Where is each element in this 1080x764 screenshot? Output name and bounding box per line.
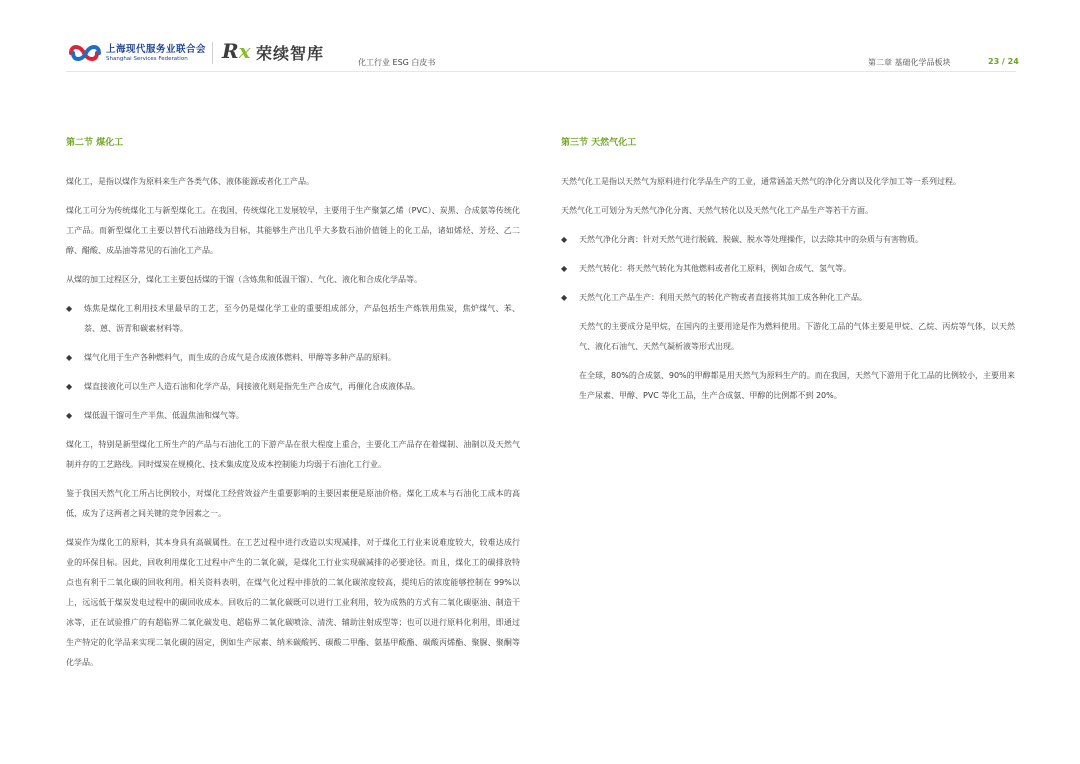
diamond-bullet-icon: ◆ — [66, 382, 73, 391]
diamond-bullet-icon: ◆ — [561, 293, 568, 302]
paragraph: 从煤的加工过程区分，煤化工主要包括煤的干馏（含炼焦和低温干馏）、气化、液化和合成化学品等。 — [66, 275, 422, 284]
section-title-natural-gas-chemical: 第三节 天然气化工 — [561, 138, 637, 148]
diamond-bullet-icon: ◆ — [561, 235, 568, 244]
bullet-item — [66, 348, 520, 368]
paragraph: 煤化工可分为传统煤化工与新型煤化工。在我国，传统煤化工发展较早，主要用于生产聚氯乙烯（PVC）、炭黑、合成氨等传统化工产品。而新型煤化工主要以替代石油路线为目标，其能够生产出几乎大多数石油价值链上的化工品，诸如烯烃、芳烃、乙二醇、醋酸、成品油等常见的石油化工产品。 — [66, 206, 520, 255]
paragraph: 煤炭作为煤化工的原料，其本身具有高碳属性。在工艺过程中进行改造以实现减排，对于煤化工行业来说难度较大，较难达成行业的环保目标。因此，回收利用煤化工过程中产生的二氧化碳，是煤化工行业实现碳减排的必要途径。而且，煤化工的碳排放特点也有利于二氧化碳的回收利用。相关资料表明，在煤气化过程中排放的二氧化碳浓度较高，提纯后的浓度能够控制在 99%以上，远远低于煤炭发电过程中的碳回收成本。回收后的二氧化碳既可以进行工业利用，较为成熟的方式有二氧化碳驱油、制造干冰等，正在试验推广的有超临界二氧化碳发电、超临界二氧化碳喷涂、清洗、辅助注射成型等；也可以进行原料化利用，即通过生产特定的化学品来实现二氧化碳的固定，例如生产尿素、纳米碳酸钙、碳酸二甲酯、氨基甲酸酯、碳酸丙烯酯、聚脲、聚酮等化学品。 — [66, 538, 520, 667]
left-column — [66, 136, 520, 682]
paragraph: 天然气的主要成分是甲烷，在国内的主要用途是作为燃料使用。下游化工品的气体主要是甲烷、乙烷、丙烷等气体，以天然气、液化石油气、天然气凝析液等形式出现。 — [579, 322, 1015, 351]
federation-name-cn: 上海现代服务业联合会 — [106, 44, 207, 55]
brand-mark-x: x — [238, 39, 251, 63]
bullet-text: 天然气转化：将天然气转化为其他燃料或者化工原料，例如合成气、氢气等。 — [579, 264, 851, 273]
diamond-bullet-icon: ◆ — [66, 304, 73, 313]
bullet-item — [561, 230, 1015, 250]
page-header — [0, 0, 1080, 80]
brand-mark-r: R — [222, 39, 239, 63]
logo-divider — [212, 42, 213, 64]
bullet-text: 天然气化工产品生产：利用天然气的转化产物或者直接将其加工成各种化工产品。 — [579, 293, 867, 302]
bullet-text: 煤直接液化可以生产人造石油和化学产品，间接液化则是指先生产合成气，再催化合成液体品。 — [84, 382, 420, 391]
bullet-text: 煤气化用于生产各种燃料气，而生成的合成气是合成液体燃料、甲醇等多种产品的原料。 — [84, 353, 396, 362]
header-divider — [66, 71, 1016, 72]
paragraph: 在全球，80%的合成氨、90%的甲醇都是用天然气为原料生产的。而在我国，天然气下游用于化工品的比例较小，主要用来生产尿素、甲醇、PVC 等化工品，生产合成氨、甲醇的比例都不到 20%。 — [579, 371, 1015, 400]
federation-logo-icon — [68, 40, 102, 66]
brand-name: 荣续智库 — [256, 44, 325, 63]
federation-name-en: Shanghai Services Federation — [106, 56, 188, 62]
document-title: 化工行业 ESG 白皮书 — [358, 58, 436, 67]
section-title-coal-chemical: 第二节 煤化工 — [66, 138, 124, 148]
bullet-text: 天然气净化分离：针对天然气进行脱硫、脱碳、脱水等处理操作，以去除其中的杂质与有害物质。 — [579, 235, 923, 244]
paragraph: 煤化工，特别是新型煤化工所生产的产品与石油化工的下游产品在很大程度上重合，主要化工产品存在着煤制、油制以及天然气制并存的工艺路线。同时煤炭在规模化、技术集成度及成本控制能力均弱于石油化工行业。 — [66, 440, 520, 469]
bullet-text: 煤低温干馏可生产半焦、低温焦油和煤气等。 — [84, 411, 244, 420]
diamond-bullet-icon: ◆ — [66, 411, 73, 420]
diamond-bullet-icon: ◆ — [66, 353, 73, 362]
federation-logo-text — [106, 41, 206, 62]
diamond-bullet-icon: ◆ — [561, 264, 568, 273]
bullet-item — [66, 406, 520, 426]
page-number: 23 / 24 — [988, 57, 1019, 66]
paragraph: 天然气化工可划分为天然气净化分离、天然气转化以及天然气化工产品生产等若干方面。 — [561, 206, 873, 215]
right-column — [561, 136, 1015, 415]
bullet-item — [561, 288, 1015, 308]
brand-mark-logo — [222, 39, 251, 63]
bullet-item — [561, 259, 1015, 279]
bullet-item — [66, 377, 520, 397]
bullet-text: 炼焦是煤化工利用技术里最早的工艺，至今仍是煤化学工业的重要组成部分，产品包括生产炼铁用焦炭，焦炉煤气、苯、萘、蒽、沥青和碳素材料等。 — [84, 304, 520, 333]
chapter-title: 第二章 基础化学品板块 — [868, 58, 951, 67]
paragraph: 天然气化工是指以天然气为原料进行化学品生产的工业，通常涵盖天然气的净化分离以及化学加工等一系列过程。 — [561, 177, 961, 186]
paragraph: 煤化工，是指以煤作为原料来生产各类气体、液体能源或者化工产品。 — [66, 177, 314, 186]
bullet-item — [66, 299, 520, 339]
paragraph: 鉴于我国天然气化工所占比例较小，对煤化工经营效益产生重要影响的主要因素便是原油价格。煤化工成本与石油化工成本的高低，成为了这两者之间关键的竞争因素之一。 — [66, 489, 520, 518]
